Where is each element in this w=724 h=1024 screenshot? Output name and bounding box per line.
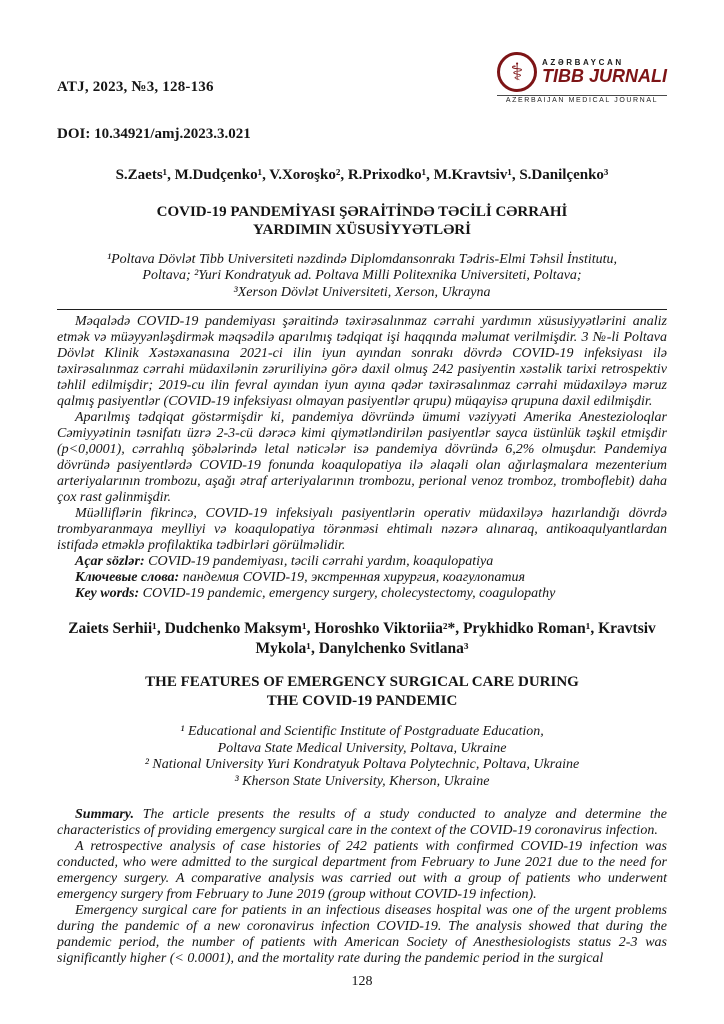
affiliation-en-line: Poltava State Medical University, Poltava, Ukraine (217, 740, 507, 756)
affiliation-az-line: ¹Poltava Dövlət Tibb Universiteti nəzdində Diplomdansonrakı Tədris-Elmi Təhsil İnstitutu, (106, 251, 618, 267)
abstract-paragraph-2: Aparılmış tədqiqat göstərmişdir ki, pandemiya dövründə ümumi vəziyyəti Amerika Anestezioloqlar Cəmiyyətinin təsnifatı üzrə 2-3-cü dərəcə kimi qiymətləndirilən pasiyentlər sayca üstünlük təşkil etmişdir (p<0,0001), cərrahlıq şöbələrində letal nəticələr isə pandemiya dövründə 6,2% olmuşdur. Pandemiya dövründə pasiyentlərdə COVID-19 fonunda koaqulopatiya ilə əlaqəli olan ağırlaşmalara mezenterium arteriyalarının trombozu, aşağı ətraf arteriyalarının trombozu, perional venoz tromboz, tromboflebit) daha çox rast gəlinmişdir. (57, 410, 667, 506)
affiliations-en (57, 724, 667, 790)
doi-line: DOI: 10.34921/amj.2023.3.021 (57, 126, 251, 142)
article-title-en-line1: THE FEATURES OF EMERGENCY SURGICAL CARE DURING (145, 674, 579, 691)
article-title-az-line1: COVID-19 PANDEMİYASI ŞƏRAİTİNDƏ TƏCİLİ CƏRRAHİ (156, 204, 568, 220)
journal-logo (497, 52, 667, 104)
journal-logo-top (497, 52, 667, 92)
affiliations-az (57, 252, 667, 302)
summary-paragraph-1 (57, 807, 667, 839)
page-number: 128 (351, 974, 373, 989)
article-title-en-line2: THE COVID-19 PANDEMIC (266, 692, 458, 709)
keywords-en-label: Key words: (75, 586, 140, 602)
keywords-az-text: COVID-19 pandemiyası, təcili cərrahi yardım, koaqulopatiya (144, 554, 494, 570)
affiliation-az-line: Poltava; ²Yuri Kondratyuk ad. Poltava Milli Politexnika Universiteti, Poltava; (142, 268, 582, 284)
section-divider (57, 309, 667, 310)
abstract-paragraph-1: Məqalədə COVID-19 pandemiyası şəraitində təxirəsalınmaz cərrahi yardımın xüsusiyyətlərini analiz etmək və müəyyənləşdirmək məqsədilə aparılmış tədqiqat işi haqqında məlumat verilmişdir. 3 №-li Poltava Dövlət Klinik Xəstəxanasına 2021-ci ilin iyun ayından sonrakı dövrdə COVID-19 infeksiyası ilə təxirəsalınmaz cərrahi müdaxilənin zəruriliyinə görə daxil olmuş 242 pasiyentin xəstəlik tarixi retrospektiv təhlil edilmişdir; 2019-cu ilin fevral ayından iyun ayına qədər təxirəsalınmaz cərrahi müdaxiləyə məruz qalmış pasiyentlər (COVID-19 infeksiyası olmayan pasiyentlər qrupu) müqayisə qrupuna daxil edilmişdir. (57, 314, 667, 410)
journal-reference: ATJ, 2023, №3, 128-136 (57, 79, 214, 95)
keywords-ru-text: пандемия COVID-19, экстренная хирургия, коагулопатия (179, 570, 525, 586)
abstract-az (57, 314, 667, 602)
keywords-ru (57, 570, 667, 586)
journal-logo-text (542, 58, 667, 87)
abstract-paragraph-3: Müəlliflərin fikrincə, COVID-19 infeksiyalı pasiyentlərin operativ müdaxiləyə hazırlandığı dövrdə trombyaranmaya meylliyi və koaqulopatiya törənməsi ehtimalı nəzərə alınaraq, antikoaqulyantlardan istifadə etməklə profilaktika tədbirləri görülməlidir. (57, 506, 667, 554)
logo-subtitle: AZERBAIJAN MEDICAL JOURNAL (497, 95, 667, 104)
medical-emblem-icon (497, 52, 537, 92)
summary-paragraph-3: Emergency surgical care for patients in an infectious diseases hospital was one of the urgent problems during the pandemic of a new coronavirus infection COVID-19. The analysis showed that during the pandemic period, the number of patients with American Society of Anesthesiologists status 2-3 was significantly higher (< 0.0001), and the mortality rate during the pandemic period in the surgical (57, 903, 667, 967)
authors-en: Zaiets Serhii¹, Dudchenko Maksym¹, Horoshko Viktoriia²*, Prykhidko Roman¹, Kravtsiv Mykola¹, Danylchenko Svitlana³ (68, 620, 656, 658)
affiliation-en-line: ³ Kherson State University, Kherson, Ukraine (234, 773, 490, 789)
keywords-en-text: COVID-19 pandemic, emergency surgery, cholecystectomy, coagulopathy (139, 586, 556, 602)
keywords-az-label: Açar sözlər: (75, 554, 145, 570)
logo-country-label: AZƏRBAYCAN (542, 57, 624, 67)
article-title-az-line2: YARDIMIN XÜSUSİYYƏTLƏRİ (253, 222, 471, 239)
summary-paragraph-2: A retrospective analysis of case histories of 242 patients with confirmed COVID-19 infection was conducted, who were admitted to the surgical department from February to June 2021 due to the need for emergency surgery. A comparative analysis was carried out with a group of patients who underwent emergency surgery from February to June 2019 (group without COVID-19 infection). (57, 839, 667, 903)
keywords-en (57, 586, 667, 602)
summary-label: Summary. (75, 807, 134, 823)
affiliation-en-line: ¹ Educational and Scientific Institute of Postgraduate Education, (180, 724, 544, 740)
keywords-az (57, 554, 667, 570)
article-title-en (57, 673, 667, 710)
article-title-az (57, 203, 667, 240)
summary-en (57, 807, 667, 967)
page-header (57, 46, 667, 104)
affiliation-en-line: ² National University Yuri Kondratyuk Poltava Polytechnic, Poltava, Ukraine (144, 757, 580, 773)
logo-journal-name: TIBB JURNALI (542, 65, 667, 86)
authors-az: S.Zaets¹, M.Dudçenko¹, V.Xoroşko², R.Prixodko¹, M.Kravtsiv¹, S.Danilçenko³ (115, 167, 609, 183)
caduceus-icon: ⚕ (510, 58, 524, 86)
keywords-ru-label: Ключевые слова: (75, 570, 180, 586)
summary-text: The article presents the results of a study conducted to analyze and determine the characteristics of providing emergency surgical care in the context of the COVID-19 coronavirus infection. (57, 807, 667, 839)
affiliation-az-line: ³Xerson Dövlət Universiteti, Xerson, Ukrayna (233, 284, 491, 300)
